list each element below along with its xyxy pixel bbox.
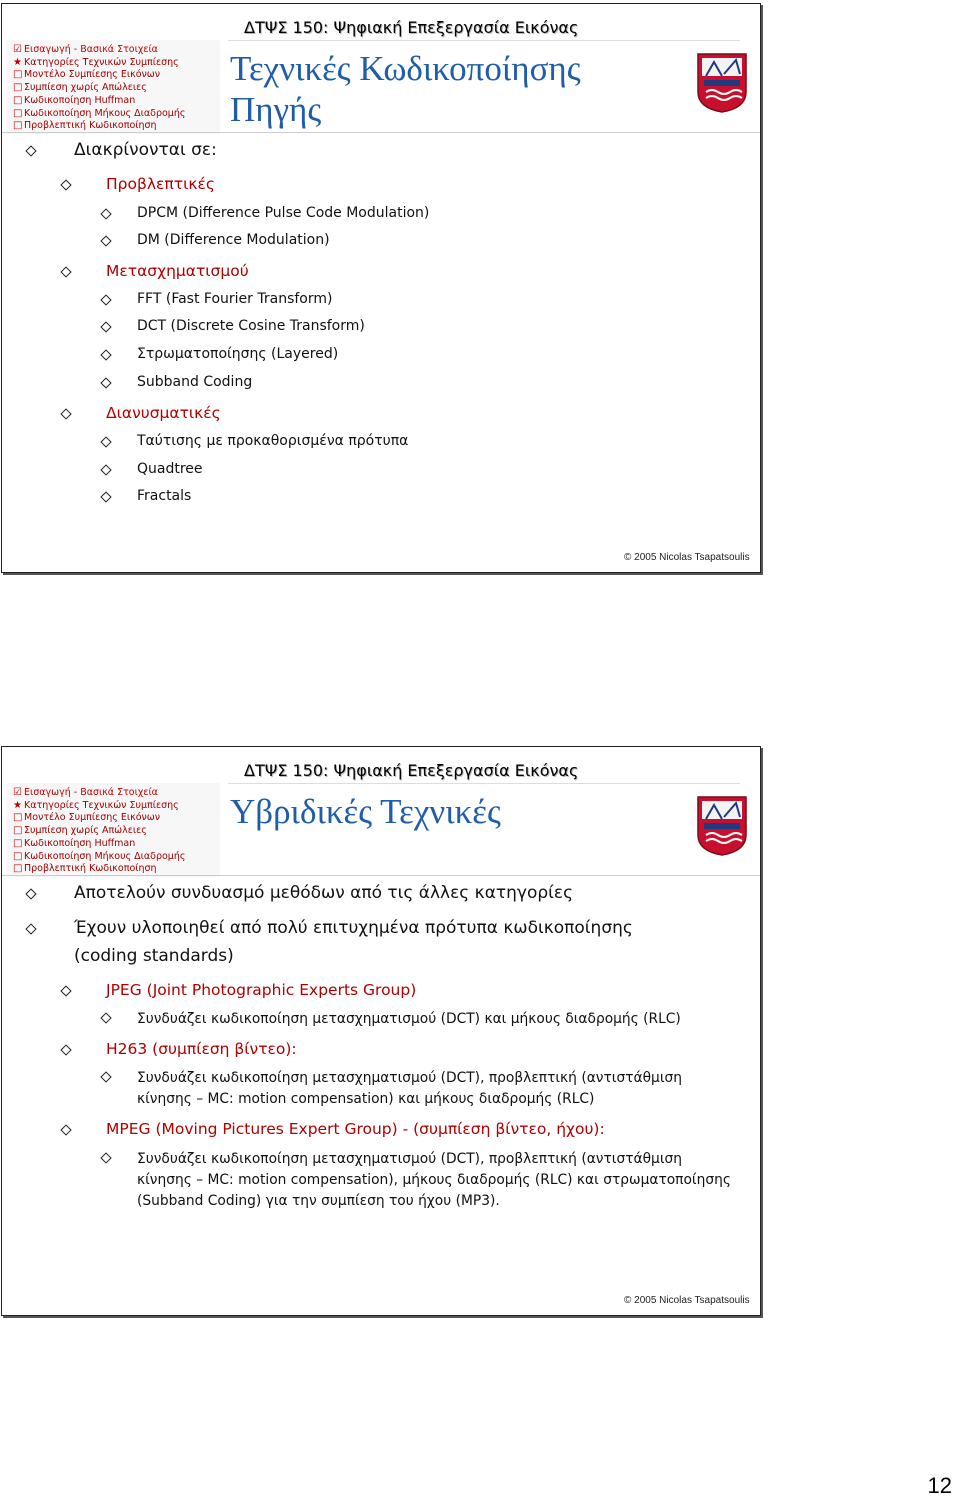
slide-title: Τεχνικές Κωδικοποίησης: [230, 49, 581, 88]
nav-item: ★ Κατηγορίες Τεχνικών Συμπίεσης: [13, 56, 179, 68]
sub-bullet: DCT (Discrete Cosine Transform): [137, 318, 365, 334]
bullet-continuation: (coding standards): [74, 946, 234, 966]
course-title: ΔΤΨΣ 150: Ψηφιακή Επεξεργασία Εικόνας: [244, 761, 579, 780]
nav-item: □ Προβλεπτική Κωδικοποίηση: [13, 863, 157, 875]
sub-bullet: Στρωματοποίησης (Layered): [137, 346, 338, 362]
slide-title: Υβριδικές Τεχνικές: [230, 792, 501, 831]
sub-bullet: Συνδυάζει κωδικοποίηση μετασχηματισμού (DCT), προβλεπτική (αντιστάθμιση κίνησης – MC: motion compensation) και μήκους διαδρομής (RLC): [137, 1068, 737, 1110]
bullet-diamond-icon: [100, 321, 111, 332]
intro-bullet: Διακρίνονται σε:: [74, 140, 217, 160]
standard-bullet: JPEG (Joint Photographic Experts Group): [106, 981, 416, 999]
standard-bullet: H263 (συμπίεση βίντεο):: [106, 1040, 297, 1058]
nav-item: □ Συμπίεση χωρίς Απώλειες: [13, 825, 147, 837]
course-title: ΔΤΨΣ 150: Ψηφιακή Επεξεργασία Εικόνας: [244, 18, 579, 37]
nav-item: □ Κωδικοποίηση Huffman: [13, 837, 136, 849]
bullet-diamond-icon: [100, 294, 111, 305]
bullet-diamond-icon: [100, 491, 111, 502]
standard-bullet: MPEG (Moving Pictures Expert Group) - (συμπίεση βίντεο, ήχου):: [106, 1120, 605, 1138]
bullet-diamond-icon: [100, 1152, 111, 1163]
bullet-diamond-icon: [100, 464, 111, 475]
bullet-diamond-icon: [60, 985, 71, 996]
bullet-diamond-icon: [60, 266, 71, 277]
bullet-diamond-icon: [60, 179, 71, 190]
nav-item: □ Συμπίεση χωρίς Απώλειες: [13, 82, 147, 94]
bullet-diamond-icon: [100, 377, 111, 388]
bullet-diamond-icon: [60, 1044, 71, 1055]
bullet-diamond-icon: [100, 208, 111, 219]
nav-item: □ Κωδικοποίηση Huffman: [13, 94, 136, 106]
bullet-diamond-icon: [25, 145, 36, 156]
bullet-diamond-icon: [100, 349, 111, 360]
bullet-diamond-icon: [100, 1071, 111, 1082]
header-divider: [228, 40, 740, 41]
title-separator: [2, 875, 760, 876]
sub-bullet: Quadtree: [137, 461, 203, 477]
university-logo-icon: [696, 52, 748, 114]
copyright: © 2005 Nicolas Tsapatsoulis: [624, 552, 750, 563]
slide-nav: [7, 40, 220, 134]
sub-bullet: DPCM (Difference Pulse Code Modulation): [137, 205, 429, 221]
nav-item: □ Μοντέλο Συμπίεσης Εικόνων: [13, 812, 161, 824]
nav-item: □ Προβλεπτική Κωδικοποίηση: [13, 120, 157, 132]
title-separator: [2, 132, 760, 133]
nav-item: □ Κωδικοποίηση Μήκους Διαδρομής: [13, 850, 186, 862]
category-bullet: Προβλεπτικές: [106, 175, 215, 193]
sub-bullet: Ταύτισης με προκαθορισμένα πρότυπα: [137, 433, 408, 449]
bullet-diamond-icon: [25, 888, 36, 899]
category-bullet: Διανυσματικές: [106, 404, 221, 422]
bullet-diamond-icon: [100, 436, 111, 447]
slide-2: [1, 746, 761, 1316]
bullet-diamond-icon: [100, 1012, 111, 1023]
bullet: Έχουν υλοποιηθεί από πολύ επιτυχημένα πρότυπα κωδικοποίησης: [74, 918, 633, 938]
bullet-diamond-icon: [100, 235, 111, 246]
category-bullet: Μετασχηματισμού: [106, 262, 249, 280]
bullet: Αποτελούν συνδυασμό μεθόδων από τις άλλες κατηγορίες: [74, 883, 573, 903]
copyright: © 2005 Nicolas Tsapatsoulis: [624, 1295, 750, 1306]
nav-item: ★ Κατηγορίες Τεχνικών Συμπίεσης: [13, 799, 179, 811]
sub-bullet: Subband Coding: [137, 374, 252, 390]
slide-1: [1, 3, 761, 573]
sub-bullet: FFT (Fast Fourier Transform): [137, 291, 332, 307]
nav-item: □ Μοντέλο Συμπίεσης Εικόνων: [13, 69, 161, 81]
sub-bullet: DM (Difference Modulation): [137, 232, 330, 248]
page-number: 12: [927, 1473, 952, 1498]
university-logo-icon: [696, 795, 748, 857]
sub-bullet: Fractals: [137, 488, 191, 504]
sub-bullet: Συνδυάζει κωδικοποίηση μετασχηματισμού (DCT), προβλεπτική (αντιστάθμιση κίνησης – MC: motion compensation), μήκους διαδρομής (RLC) και στρωματοποίησης (Subband Coding) για την συμπίεση του ήχου (MP3).: [137, 1149, 737, 1212]
sub-bullet: Συνδυάζει κωδικοποίηση μετασχηματισμού (DCT) και μήκους διαδρομής (RLC): [137, 1009, 737, 1030]
nav-item: ☑ Εισαγωγή - Βασικά Στοιχεία: [13, 44, 158, 55]
bullet-diamond-icon: [60, 1124, 71, 1135]
slide-nav: [7, 783, 220, 877]
slide-title-line2: Πηγής: [230, 90, 322, 129]
header-divider: [228, 783, 740, 784]
bullet-diamond-icon: [25, 923, 36, 934]
nav-item: ☑ Εισαγωγή - Βασικά Στοιχεία: [13, 787, 158, 798]
bullet-diamond-icon: [60, 408, 71, 419]
nav-item: □ Κωδικοποίηση Μήκους Διαδρομής: [13, 107, 186, 119]
